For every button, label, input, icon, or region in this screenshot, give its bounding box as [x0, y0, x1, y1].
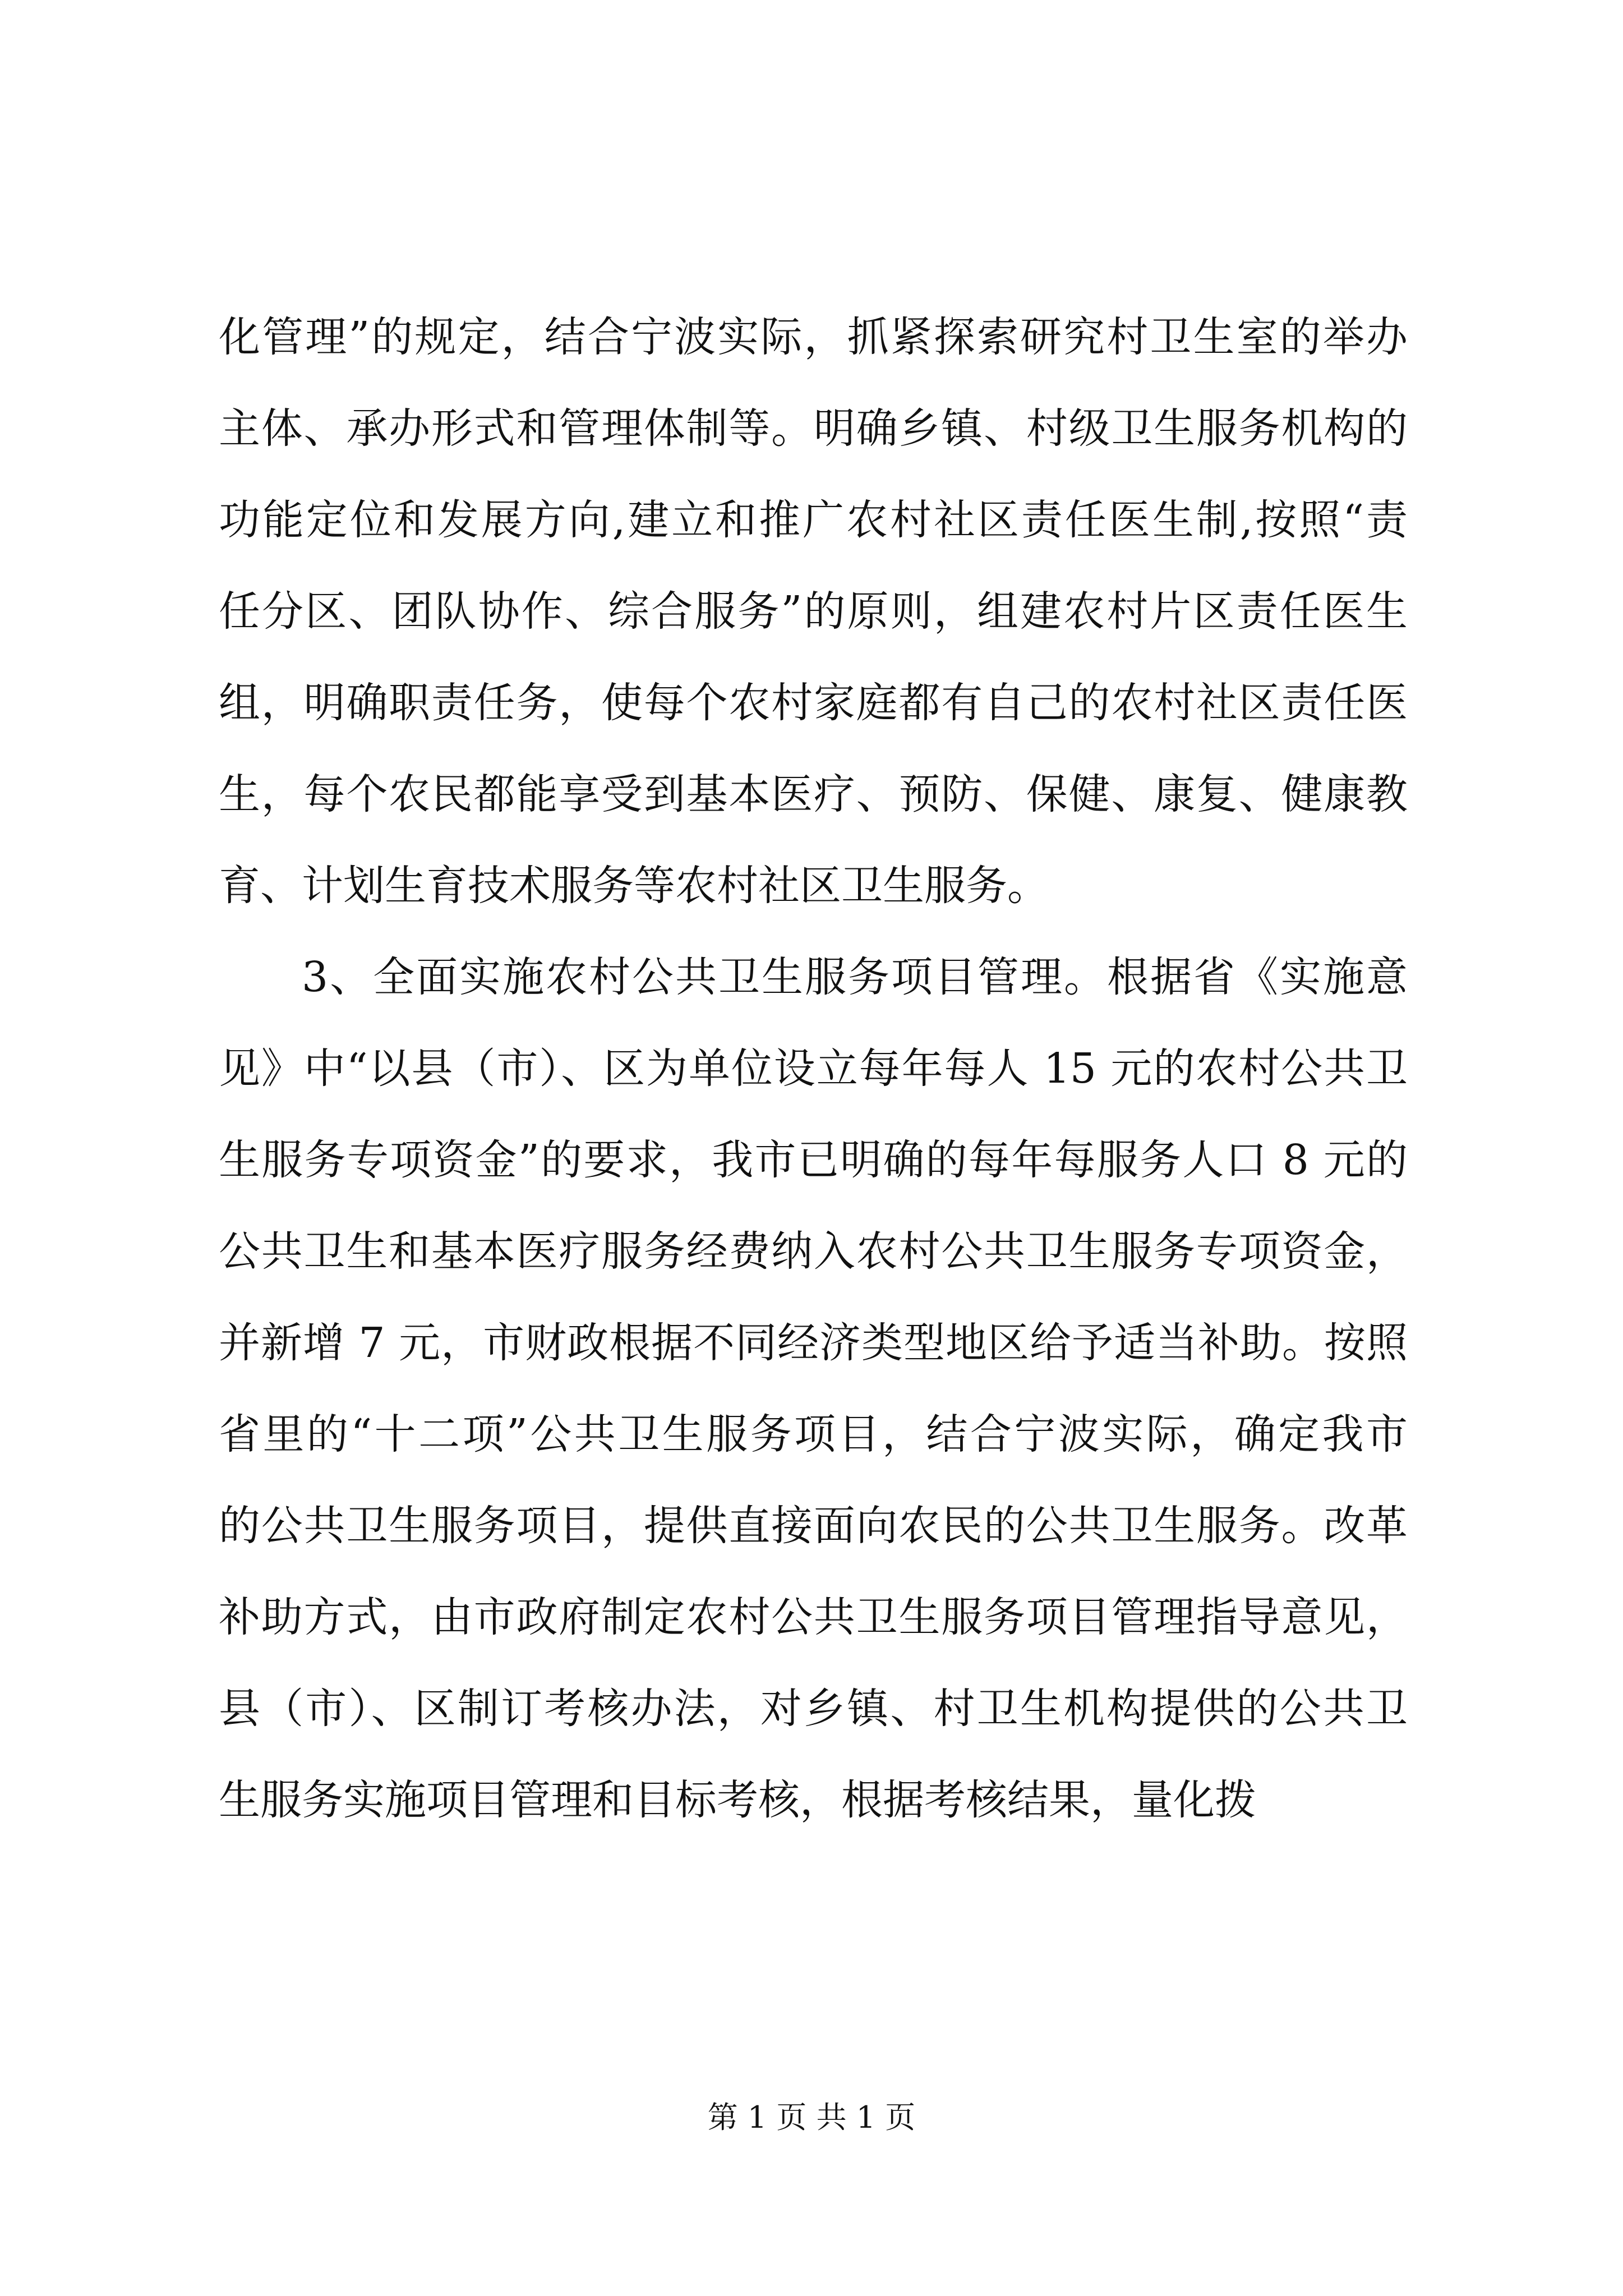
text-line: 县（市）、区制订考核办法，对乡镇、村卫生机构提供的公共卫: [219, 1685, 1408, 1733]
text-line: 3、全面实施农村公共卫生服务项目管理。根据省《实施意: [302, 953, 1408, 1001]
text-line: 生，每个农民都能享受到基本医疗、预防、保健、康复、健康教: [219, 770, 1408, 818]
text-line: 主体、承办形式和管理体制等。明确乡镇、村级卫生服务机构的: [219, 404, 1408, 453]
text-line: 化管理”的规定，结合宁波实际，抓紧探索研究村卫生室的举办: [219, 313, 1408, 361]
document-body: [219, 292, 1408, 1846]
text-line: 见》中“以县（市）、区为单位设立每年每人 15 元的农村公共卫: [219, 1045, 1408, 1093]
text-line: 的公共卫生服务项目，提供直接面向农民的公共卫生服务。改革: [219, 1502, 1408, 1550]
text-line: 组，明确职责任务，使每个农村家庭都有自己的农村社区责任医: [219, 679, 1408, 727]
text-line: 任分区、团队协作、综合服务”的原则，组建农村片区责任医生: [219, 587, 1408, 636]
text-line: 育、计划生育技术服务等农村社区卫生服务。: [219, 862, 1049, 910]
page-footer: 第 1 页 共 1 页: [707, 2100, 916, 2135]
text-line: 生服务实施项目管理和目标考核，根据考核结果，量化拨: [219, 1776, 1256, 1824]
text-line: 并新增 7 元，市财政根据不同经济类型地区给予适当补助。按照: [219, 1319, 1408, 1367]
text-line: 生服务专项资金”的要求，我市已明确的每年每服务人口 8 元的: [219, 1136, 1408, 1184]
text-line: 功能定位和发展方向,建立和推广农村社区责任医生制,按照“责: [219, 496, 1408, 544]
text-line: 公共卫生和基本医疗服务经费纳入农村公共卫生服务专项资金，: [219, 1227, 1408, 1276]
text-line: 补助方式，由市政府制定农村公共卫生服务项目管理指导意见，: [219, 1593, 1408, 1641]
text-line: 省里的“十二项”公共卫生服务项目，结合宁波实际，确定我市: [219, 1410, 1408, 1458]
